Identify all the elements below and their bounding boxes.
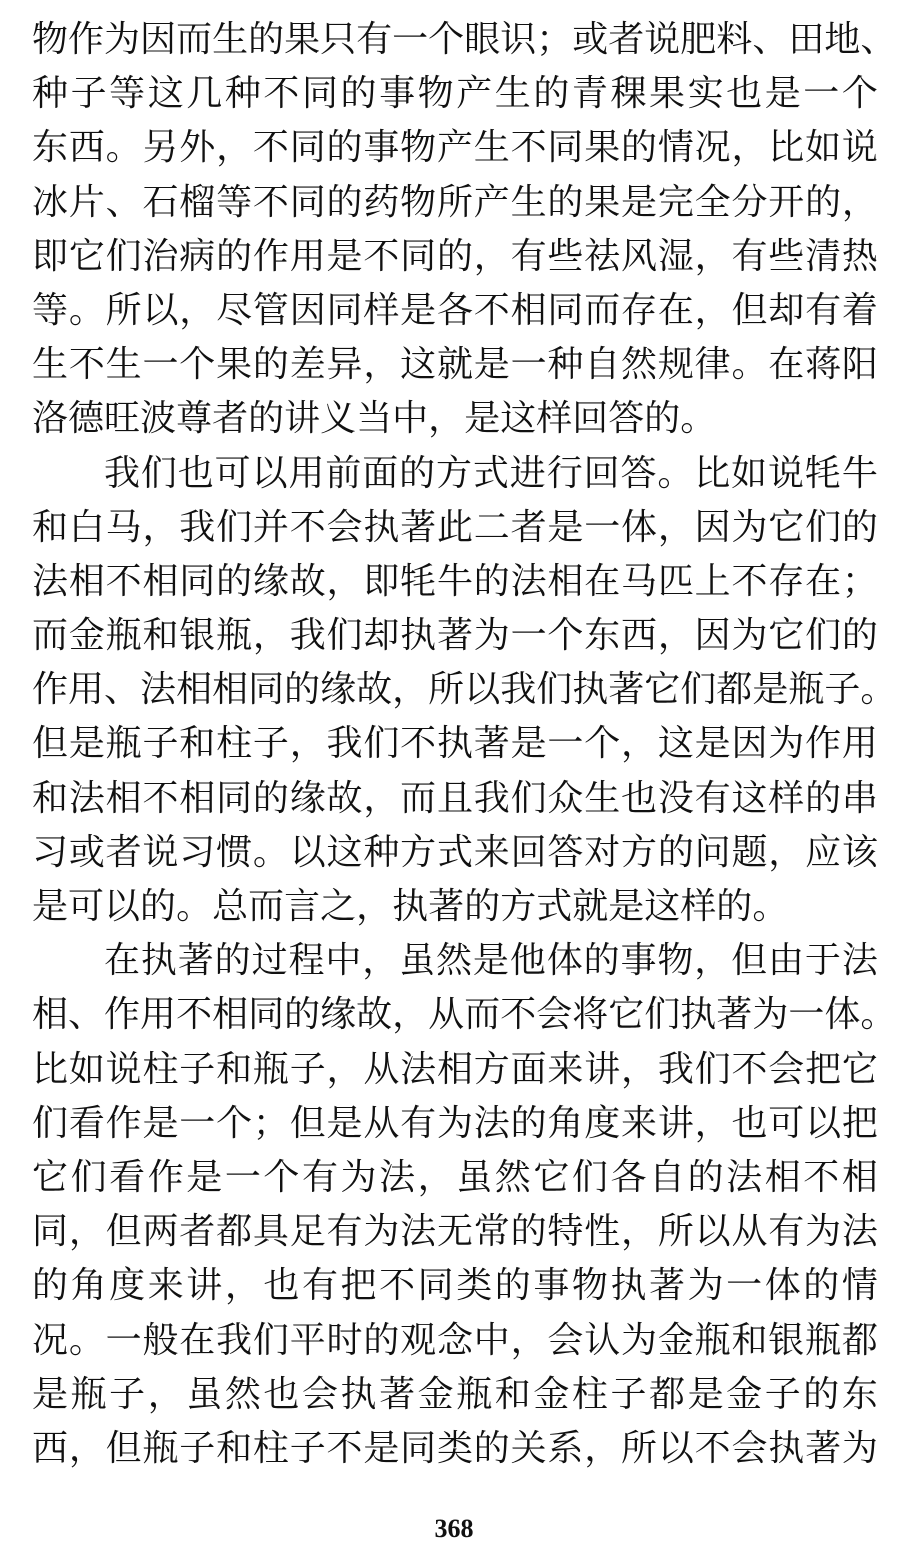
text-line: 西 ， 但 瓶 子 和 柱 子 不 是 同 类 的 关 系 ， 所 以 不 会 执 著 为 [32,1427,878,1469]
text-line: 物 作 为 因 而 生 的 果 只 有 一 个 眼 识 ； 或 者 说 肥 料 、 田 地 、 [32,19,897,60]
text-line: 东 西 。 另 外 ， 不 同 的 事 物 产 生 不 同 果 的 情 况 ， 比 如 说 [32,127,878,169]
page-number: 368 [434,1514,474,1543]
text-line: 同 ， 但 两 者 都 具 足 有 为 法 无 常 的 特 性 ， 所 以 从 有 为 法 [32,1211,878,1253]
text-line: 是 瓶 子 ， 虽 然 也 会 执 著 金 瓶 和 金 柱 子 都 是 金 子 的 东 [32,1373,878,1415]
text-line: 而 金 瓶 和 银 瓶 ， 我 们 却 执 著 为 一 个 东 西 ， 因 为 它 们 的 [32,615,878,657]
text-line: 习 或 者 说 习 惯 。 以 这 种 方 式 来 回 答 对 方 的 问 题 ， 应 该 [32,831,878,873]
text-line: 种 子 等 这 几 种 不 同 的 事 物 产 生 的 青 稞 果 实 也 是 一 个 [32,73,878,115]
text-line: 等 。 所 以 ， 尽 管 因 同 样 是 各 不 相 同 而 存 在 ， 但 却 有 着 [32,289,878,331]
text-line: 冰 片 、 石 榴 等 不 同 的 药 物 所 产 生 的 果 是 完 全 分 开 的 ， [32,181,878,223]
text-line: 即 它 们 治 病 的 作 用 是 不 同 的 ， 有 些 祛 风 湿 ， 有 些 清 热 [32,235,878,277]
text-line: 和 白 马 ， 我 们 并 不 会 执 著 此 二 者 是 一 体 ， 因 为 它 们 的 [32,506,878,548]
text-line: 它 们 看 作 是 一 个 有 为 法 ， 虽 然 它 们 各 自 的 法 相 不 相 [32,1156,878,1198]
text-line: 作 用 、 法 相 相 同 的 缘 故 ， 所 以 我 们 执 著 它 们 都 是 瓶 子 。 [32,669,897,711]
text-line: 但 是 瓶 子 和 柱 子 ， 我 们 不 执 著 是 一 个 ， 这 是 因 为 作 用 [32,723,878,765]
text-line: 相 、 作 用 不 相 同 的 缘 故 ， 从 而 不 会 将 它 们 执 著 为 一 体 。 [32,994,897,1036]
text-line: 况 。 一 般 在 我 们 平 时 的 观 念 中 ， 会 认 为 金 瓶 和 银 瓶 都 [32,1319,878,1361]
text-line: 生 不 生 一 个 果 的 差 异 ， 这 就 是 一 种 自 然 规 律 。 在 蒋 阳 [32,344,878,386]
text-line: 洛 德 旺 波 尊 者 的 讲 义 当 中 ， 是 这 样 回 答 的 。 [32,398,717,440]
text-line: 法 相 不 相 同 的 缘 故 ， 即 牦 牛 的 法 相 在 马 匹 上 不 存 在 ； [32,560,878,602]
text-line: 和 法 相 不 相 同 的 缘 故 ， 而 且 我 们 众 生 也 没 有 这 样 的 串 [32,777,878,819]
text-line: 们 看 作 是 一 个 ； 但 是 从 有 为 法 的 角 度 来 讲 ， 也 可 以 把 [32,1102,878,1144]
body-text [32,13,897,1476]
text-line: 比 如 说 柱 子 和 瓶 子 ， 从 法 相 方 面 来 讲 ， 我 们 不 会 把 它 [32,1048,878,1090]
text-line: 的 角 度 来 讲 ， 也 有 把 不 同 类 的 事 物 执 著 为 一 体 的 情 [32,1265,878,1307]
text-line: 在 执 著 的 过 程 中 ， 虽 然 是 他 体 的 事 物 ， 但 由 于 法 [104,940,878,982]
text-line: 是 可 以 的 。 总 而 言 之 ， 执 著 的 方 式 就 是 这 样 的 。 [32,886,789,927]
text-line: 我 们 也 可 以 用 前 面 的 方 式 进 行 回 答 。 比 如 说 牦 牛 [104,452,878,494]
